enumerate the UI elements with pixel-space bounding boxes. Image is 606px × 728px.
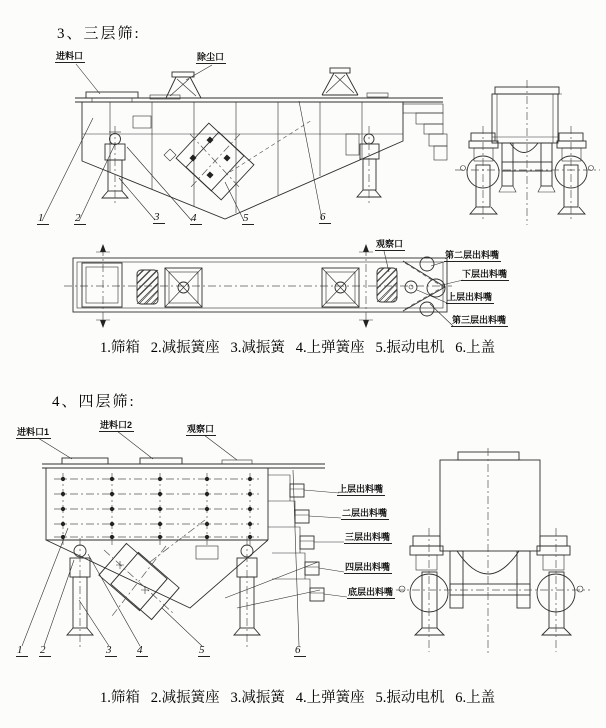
four-layer-side-view [22,431,347,648]
three-layer-plan-view [64,244,463,328]
s3-callout-3: 3 [153,211,165,224]
bolt-dots [61,477,252,539]
s4-outlet-layer4-label: 四层出料嘴 [345,562,391,572]
four-layer-end-view [396,448,590,655]
s3-callout-1: 1 [37,212,49,225]
three-layer-side-view [42,64,447,221]
s4-feed-inlet1-label: 进料口1 [17,427,50,437]
s4-callout-5: 5 [198,644,210,657]
three-layer-end-view [455,80,600,225]
s3-callout-4: 4 [190,212,202,225]
s4-left-leg [67,538,93,648]
s3-right-leg [357,126,381,205]
s4-observation-port-label: 观察口 [187,424,215,434]
s3-callout-2: 2 [74,212,86,225]
s4-outlet-upper-label: 上层出料嘴 [338,484,384,494]
section4-caption: 1.筛箱 2.减振簧座 3.减振簧 4.上弹簧座 5.振动电机 6.上盖 [100,690,496,706]
s3-outlet-lower-label: 下层出料嘴 [462,269,508,279]
s4-outlet-bottom-label: 底层出料嘴 [348,587,394,597]
s4-callout-6: 6 [294,644,306,657]
s3-dust-port-label: 除尘口 [197,52,225,62]
s3-left-leg [102,126,128,205]
s4-feed-inlet2-label: 进料口2 [100,420,133,430]
s3-callout-5: 5 [242,212,254,225]
s4-callout-2: 2 [39,644,51,657]
s4-outlet-layer2-label: 二层出料嘴 [342,508,388,518]
s3-outlet-layer2-label: 第二层出料嘴 [445,250,500,260]
s4-outlet-layer3-label: 三层出料嘴 [345,532,391,542]
section4-title: 4、四层筛: [52,394,136,410]
s4-callout-1: 1 [16,644,28,657]
s3-observation-port-label: 观察口 [376,239,404,249]
s3-outlet-layer3-label: 第三层出料嘴 [452,315,507,325]
section3-caption: 1.筛箱 2.减振簧座 3.减振簧 4.上弹簧座 5.振动电机 6.上盖 [100,340,496,356]
section3-title: 3、三层筛: [57,26,141,42]
s4-callout-4: 4 [136,644,148,657]
s3-outlet-upper-label: 上层出料嘴 [447,292,493,302]
s3-feed-inlet-label: 进料口 [56,51,84,61]
s3-callout-6: 6 [319,211,331,224]
s4-callout-3: 3 [105,644,117,657]
